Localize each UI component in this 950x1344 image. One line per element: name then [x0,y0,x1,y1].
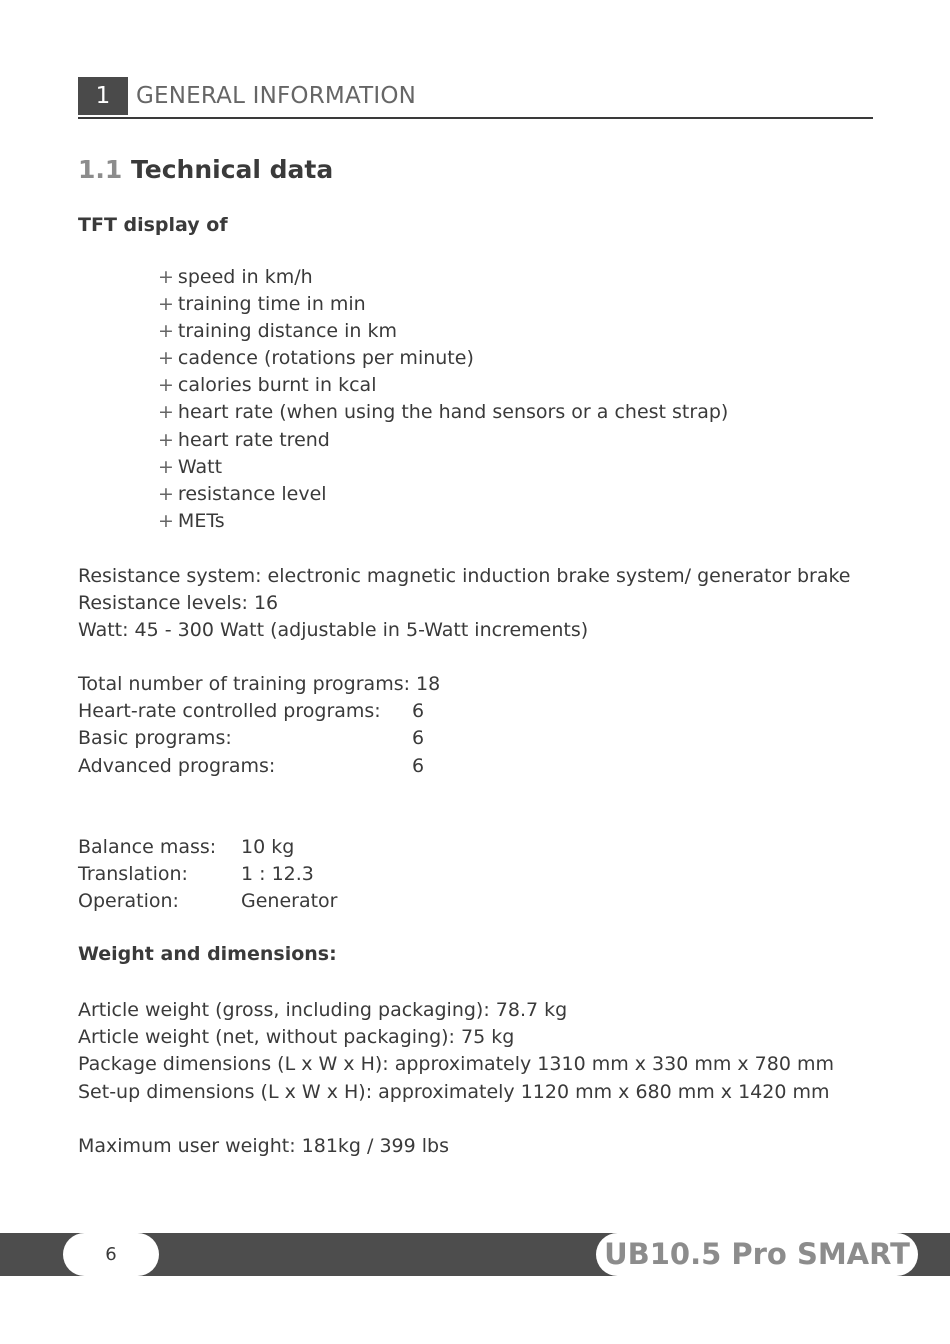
spec-row: Balance mass: 10 kg [78,836,295,858]
plus-icon: + [158,293,174,316]
list-item: + heart rate trend [158,428,330,451]
weight-block [78,997,834,1106]
weight-heading: Weight and dimensions: [78,943,337,965]
mechanics-block [78,834,337,916]
watt-range: Watt: 45 - 300 Watt (adjustable in 5-Watt increments) [78,619,589,642]
list-item: + resistance level [158,482,327,505]
resistance-levels: Resistance levels: 16 [78,592,279,615]
program-row: Advanced programs: 6 [78,754,425,777]
plus-icon: + [158,374,174,397]
section-title-text: Technical data [131,155,334,184]
plus-icon: + [158,455,174,478]
chapter-number: 1 [78,77,128,115]
section-number: 1.1 [78,155,123,184]
programs-total: Total number of training programs: 18 [78,673,441,695]
model-name: UB10.5 Pro SMART [604,1237,910,1271]
list-item: + calories burnt in kcal [158,374,377,397]
plus-icon: + [158,266,174,288]
programs-block [78,671,440,780]
resistance-system: Resistance system: electronic magnetic induction brake system/ generator brake [78,565,851,587]
page-number: 6 [105,1244,117,1265]
list-item: + Watt [158,455,223,478]
weight-line: Set-up dimensions (L x W x H): approximately 1120 mm x 680 mm x 1420 mm [78,1080,830,1103]
section-title [78,155,333,184]
list-item: + heart rate (when using the hand sensors or a chest strap) [158,401,729,424]
list-item: + training distance in km [158,320,397,343]
plus-icon: + [158,401,174,424]
display-heading: TFT display of [78,214,228,236]
program-row: Basic programs: 6 [78,727,425,750]
plus-icon: + [158,482,174,505]
list-item: + METs [158,509,225,532]
spec-row: Translation: 1 : 12.3 [78,863,314,886]
spec-row: Operation: Generator [78,890,338,913]
max-user-weight: Maximum user weight: 181kg / 399 lbs [78,1135,449,1157]
program-row: Heart-rate controlled programs: 6 [78,700,425,723]
plus-icon: + [158,320,174,343]
chapter-header [78,77,873,119]
weight-line: Article weight (gross, including packaging): 78.7 kg [78,999,568,1021]
list-item: + speed in km/h [158,266,313,288]
plus-icon: + [158,347,174,370]
display-feature-list [158,264,728,535]
weight-line: Package dimensions (L x W x H): approximately 1310 mm x 330 mm x 780 mm [78,1053,835,1076]
resistance-block [78,563,851,645]
plus-icon: + [158,509,174,532]
list-item: + cadence (rotations per minute) [158,347,474,370]
plus-icon: + [158,428,174,451]
weight-line: Article weight (net, without packaging): 75 kg [78,1026,515,1049]
list-item: + training time in min [158,293,366,316]
chapter-title: GENERAL INFORMATION [136,83,417,109]
